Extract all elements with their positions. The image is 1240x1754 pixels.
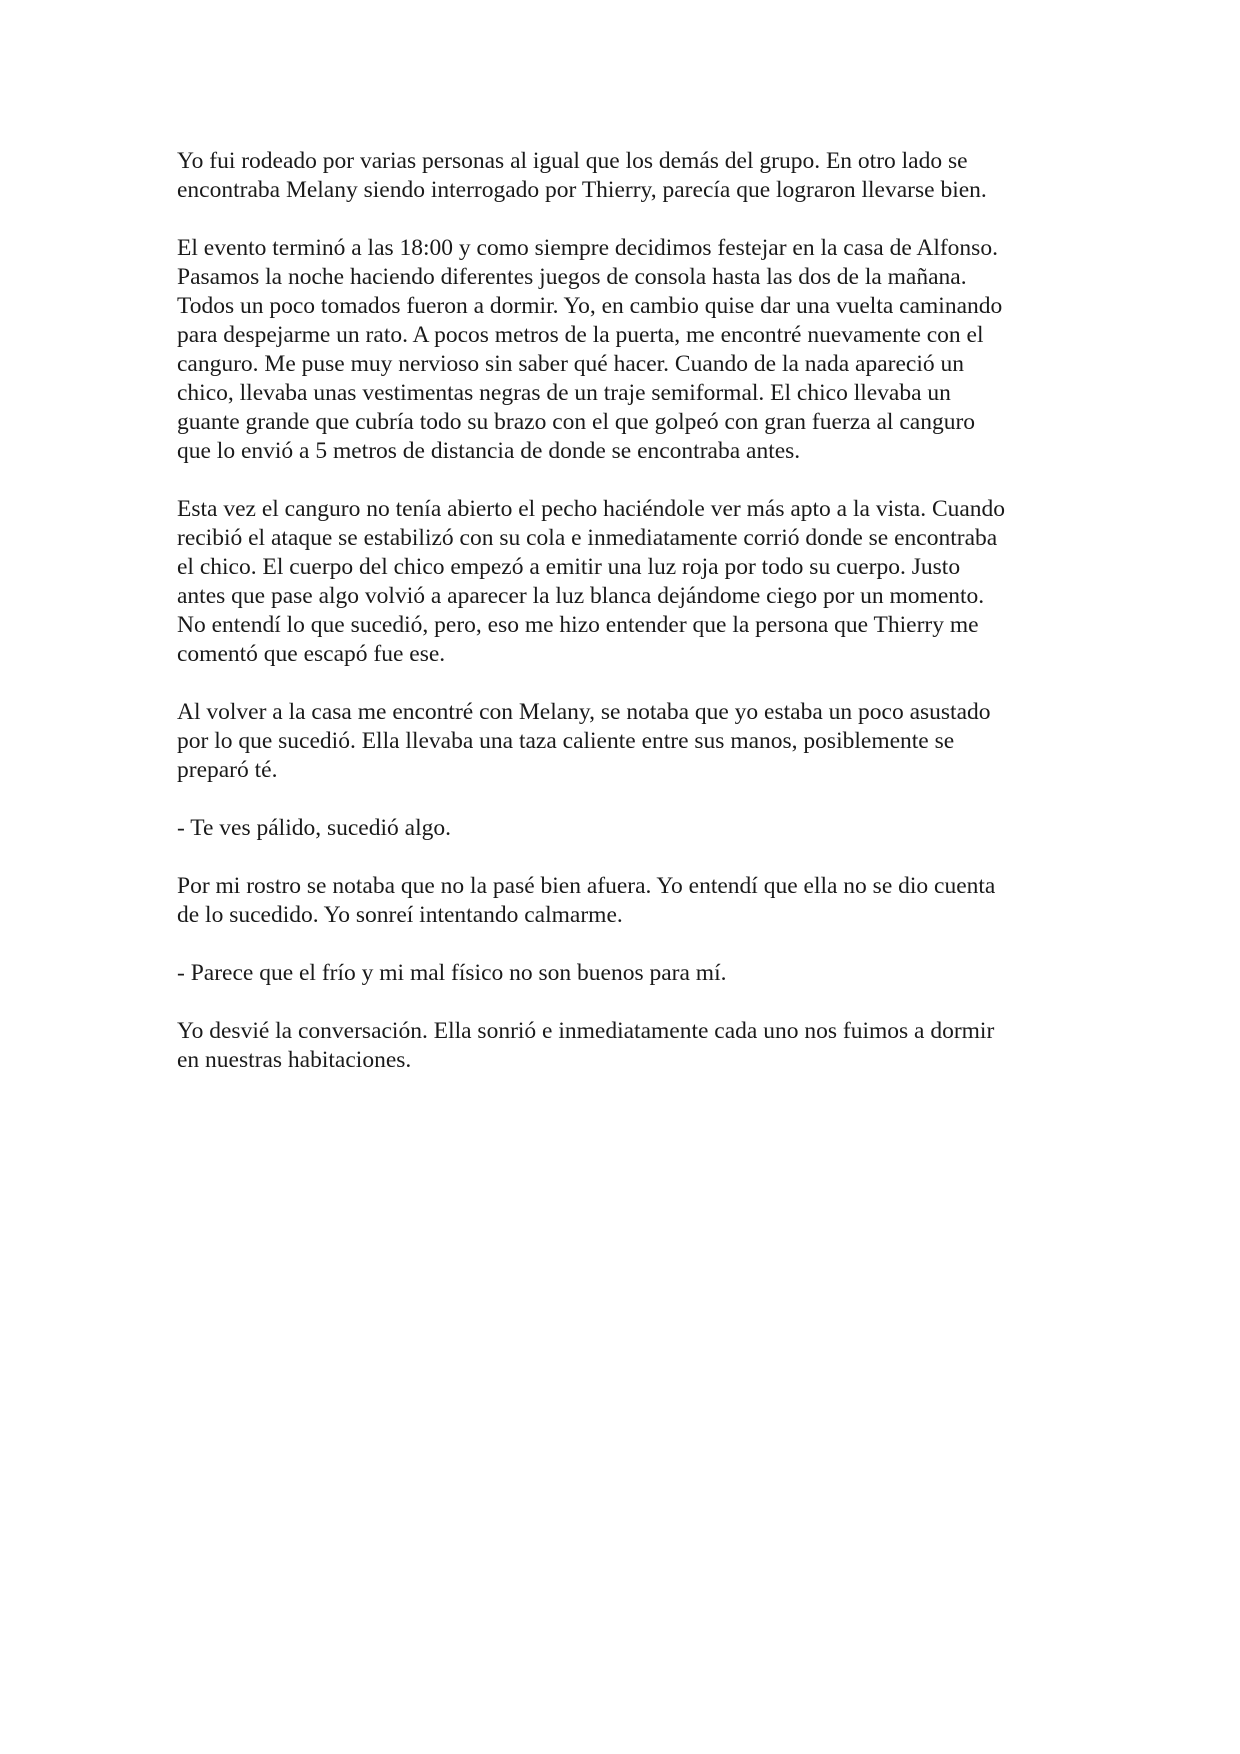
text-line: Por mi rostro se notaba que no la pasé bien afuera. Yo entendí que ella no se dio cuenta: [177, 873, 996, 899]
text-line: el chico. El cuerpo del chico empezó a emitir una luz roja por todo su cuerpo. Justo: [177, 554, 961, 580]
text-line: Pasamos la noche haciendo diferentes juegos de consola hasta las dos de la mañana.: [177, 264, 967, 290]
paragraph: [177, 698, 1077, 785]
text-line: en nuestras habitaciones.: [177, 1047, 412, 1073]
text-line: encontraba Melany siendo interrogado por Thierry, parecía que lograron llevarse bien.: [177, 177, 987, 203]
paragraph: [177, 495, 1077, 669]
text-line: de lo sucedido. Yo sonreí intentando calmarme.: [177, 902, 623, 928]
text-line: Al volver a la casa me encontré con Melany, se notaba que yo estaba un poco asustado: [177, 699, 991, 725]
text-line: por lo que sucedió. Ella llevaba una taza caliente entre sus manos, posiblemente se: [177, 728, 955, 754]
text-line: para despejarme un rato. A pocos metros de la puerta, me encontré nuevamente con el: [177, 322, 984, 348]
text-line: que lo envió a 5 metros de distancia de donde se encontraba antes.: [177, 438, 801, 464]
text-line: comentó que escapó fue ese.: [177, 641, 446, 667]
paragraph: [177, 147, 1077, 205]
text-line: Yo desvié la conversación. Ella sonrió e inmediatamente cada uno nos fuimos a dormir: [177, 1018, 995, 1044]
text-line: Esta vez el canguro no tenía abierto el pecho haciéndole ver más apto a la vista. Cuando: [177, 496, 1006, 522]
dialogue-line: [177, 814, 1077, 843]
text-line: El evento terminó a las 18:00 y como siempre decidimos festejar en la casa de Alfonso.: [177, 235, 998, 261]
paragraph: [177, 872, 1077, 930]
text-line: Todos un poco tomados fueron a dormir. Yo, en cambio quise dar una vuelta caminando: [177, 293, 1003, 319]
text-line: - Parece que el frío y mi mal físico no son buenos para mí.: [177, 960, 727, 986]
text-line: preparó té.: [177, 757, 278, 783]
text-line: - Te ves pálido, sucedió algo.: [177, 815, 451, 841]
paragraph: [177, 1017, 1077, 1075]
text-line: chico, llevaba unas vestimentas negras de un traje semiformal. El chico llevaba un: [177, 380, 951, 406]
text-line: recibió el ataque se estabilizó con su cola e inmediatamente corrió donde se encontraba: [177, 525, 998, 551]
text-line: antes que pase algo volvió a aparecer la luz blanca dejándome ciego por un momento.: [177, 583, 985, 609]
dialogue-line: [177, 959, 1077, 988]
paragraph: [177, 234, 1077, 466]
text-line: No entendí lo que sucedió, pero, eso me hizo entender que la persona que Thierry me: [177, 612, 979, 638]
text-line: Yo fui rodeado por varias personas al igual que los demás del grupo. En otro lado se: [177, 148, 968, 174]
text-line: guante grande que cubría todo su brazo con el que golpeó con gran fuerza al canguro: [177, 409, 976, 435]
text-line: canguro. Me puse muy nervioso sin saber qué hacer. Cuando de la nada apareció un: [177, 351, 964, 377]
document-body: [177, 147, 1077, 1104]
